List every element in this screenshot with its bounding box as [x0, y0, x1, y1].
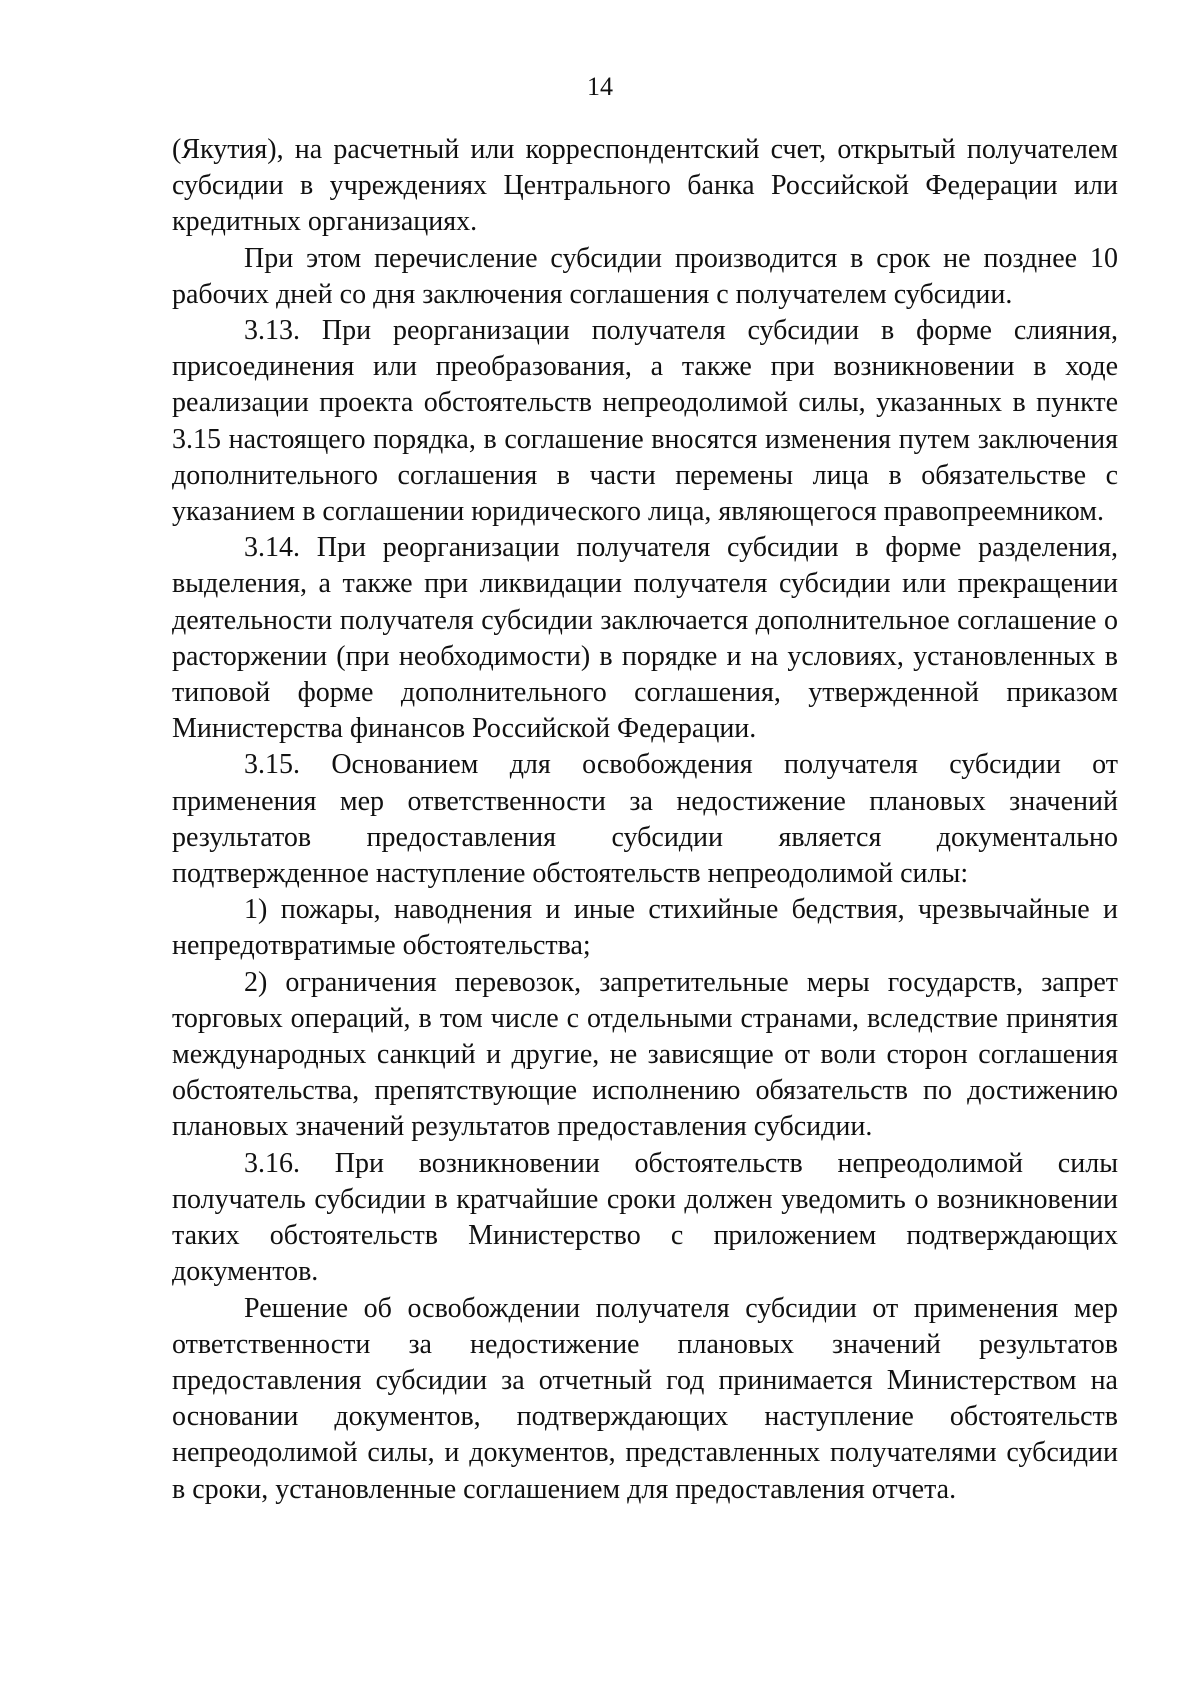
paragraph: 3.13. При реорганизации получателя субсидии в форме слияния, присоединения или преобразования, а также при возникновении в ходе реализации проекта обстоятельств непреодолимой силы, указанных в пункте 3.15 настоящего порядка, в соглашение вносятся изменения путем заключения дополнительного соглашения в части перемены лица в обязательстве с указанием в соглашении юридического лица, являющегося правопреемником. [172, 315, 1118, 528]
paragraph: 3.14. При реорганизации получателя субсидии в форме разделения, выделения, а также при ликвидации получателя субсидии или прекращении деятельности получателя субсидии заключается дополнительное соглашение о расторжении (при необходимости) в порядке и на условиях, установленных в типовой форме дополнительного соглашения, утвержденной приказом Министерства финансов Российской Федерации. [172, 532, 1118, 745]
paragraph: 3.15. Основанием для освобождения получателя субсидии от применения мер ответственности за недостижение плановых значений результатов предоставления субсидии является документально подтвержденное наступление обстоятельств непреодолимой силы: [172, 749, 1118, 890]
paragraph: При этом перечисление субсидии производится в срок не позднее 10 рабочих дней со дня заключения соглашения с получателем субсидии. [172, 242, 1118, 310]
paragraph: 1) пожары, наводнения и иные стихийные бедствия, чрезвычайные и непредотвратимые обстоятельства; [172, 894, 1118, 962]
paragraph: (Якутия), на расчетный или корреспондентский счет, открытый получателем субсидии в учреждениях Центрального банка Российской Федерации или кредитных организациях. [172, 134, 1118, 238]
paragraph: 3.16. При возникновении обстоятельств непреодолимой силы получатель субсидии в кратчайшие сроки должен уведомить о возникновении таких обстоятельств Министерство с приложением подтверждающих документов. [172, 1147, 1118, 1288]
document-body [172, 132, 1118, 1508]
paragraph: Решение об освобождении получателя субсидии от применения мер ответственности за недостижение плановых значений результатов предоставления субсидии за отчетный год принимается Министерством на основании документов, подтверждающих наступление обстоятельств непреодолимой силы, и документов, представленных получателями субсидии в сроки, установленные соглашением для предоставления отчета. [172, 1292, 1118, 1505]
page-number: 14 [587, 72, 613, 101]
paragraph: 2) ограничения перевозок, запретительные меры государств, запрет торговых операций, в том числе с отдельными странами, вследствие принятия международных санкций и другие, не зависящие от воли сторон соглашения обстоятельства, препятствующие исполнению обязательств по достижению плановых значений результатов предоставления субсидии. [172, 966, 1118, 1143]
